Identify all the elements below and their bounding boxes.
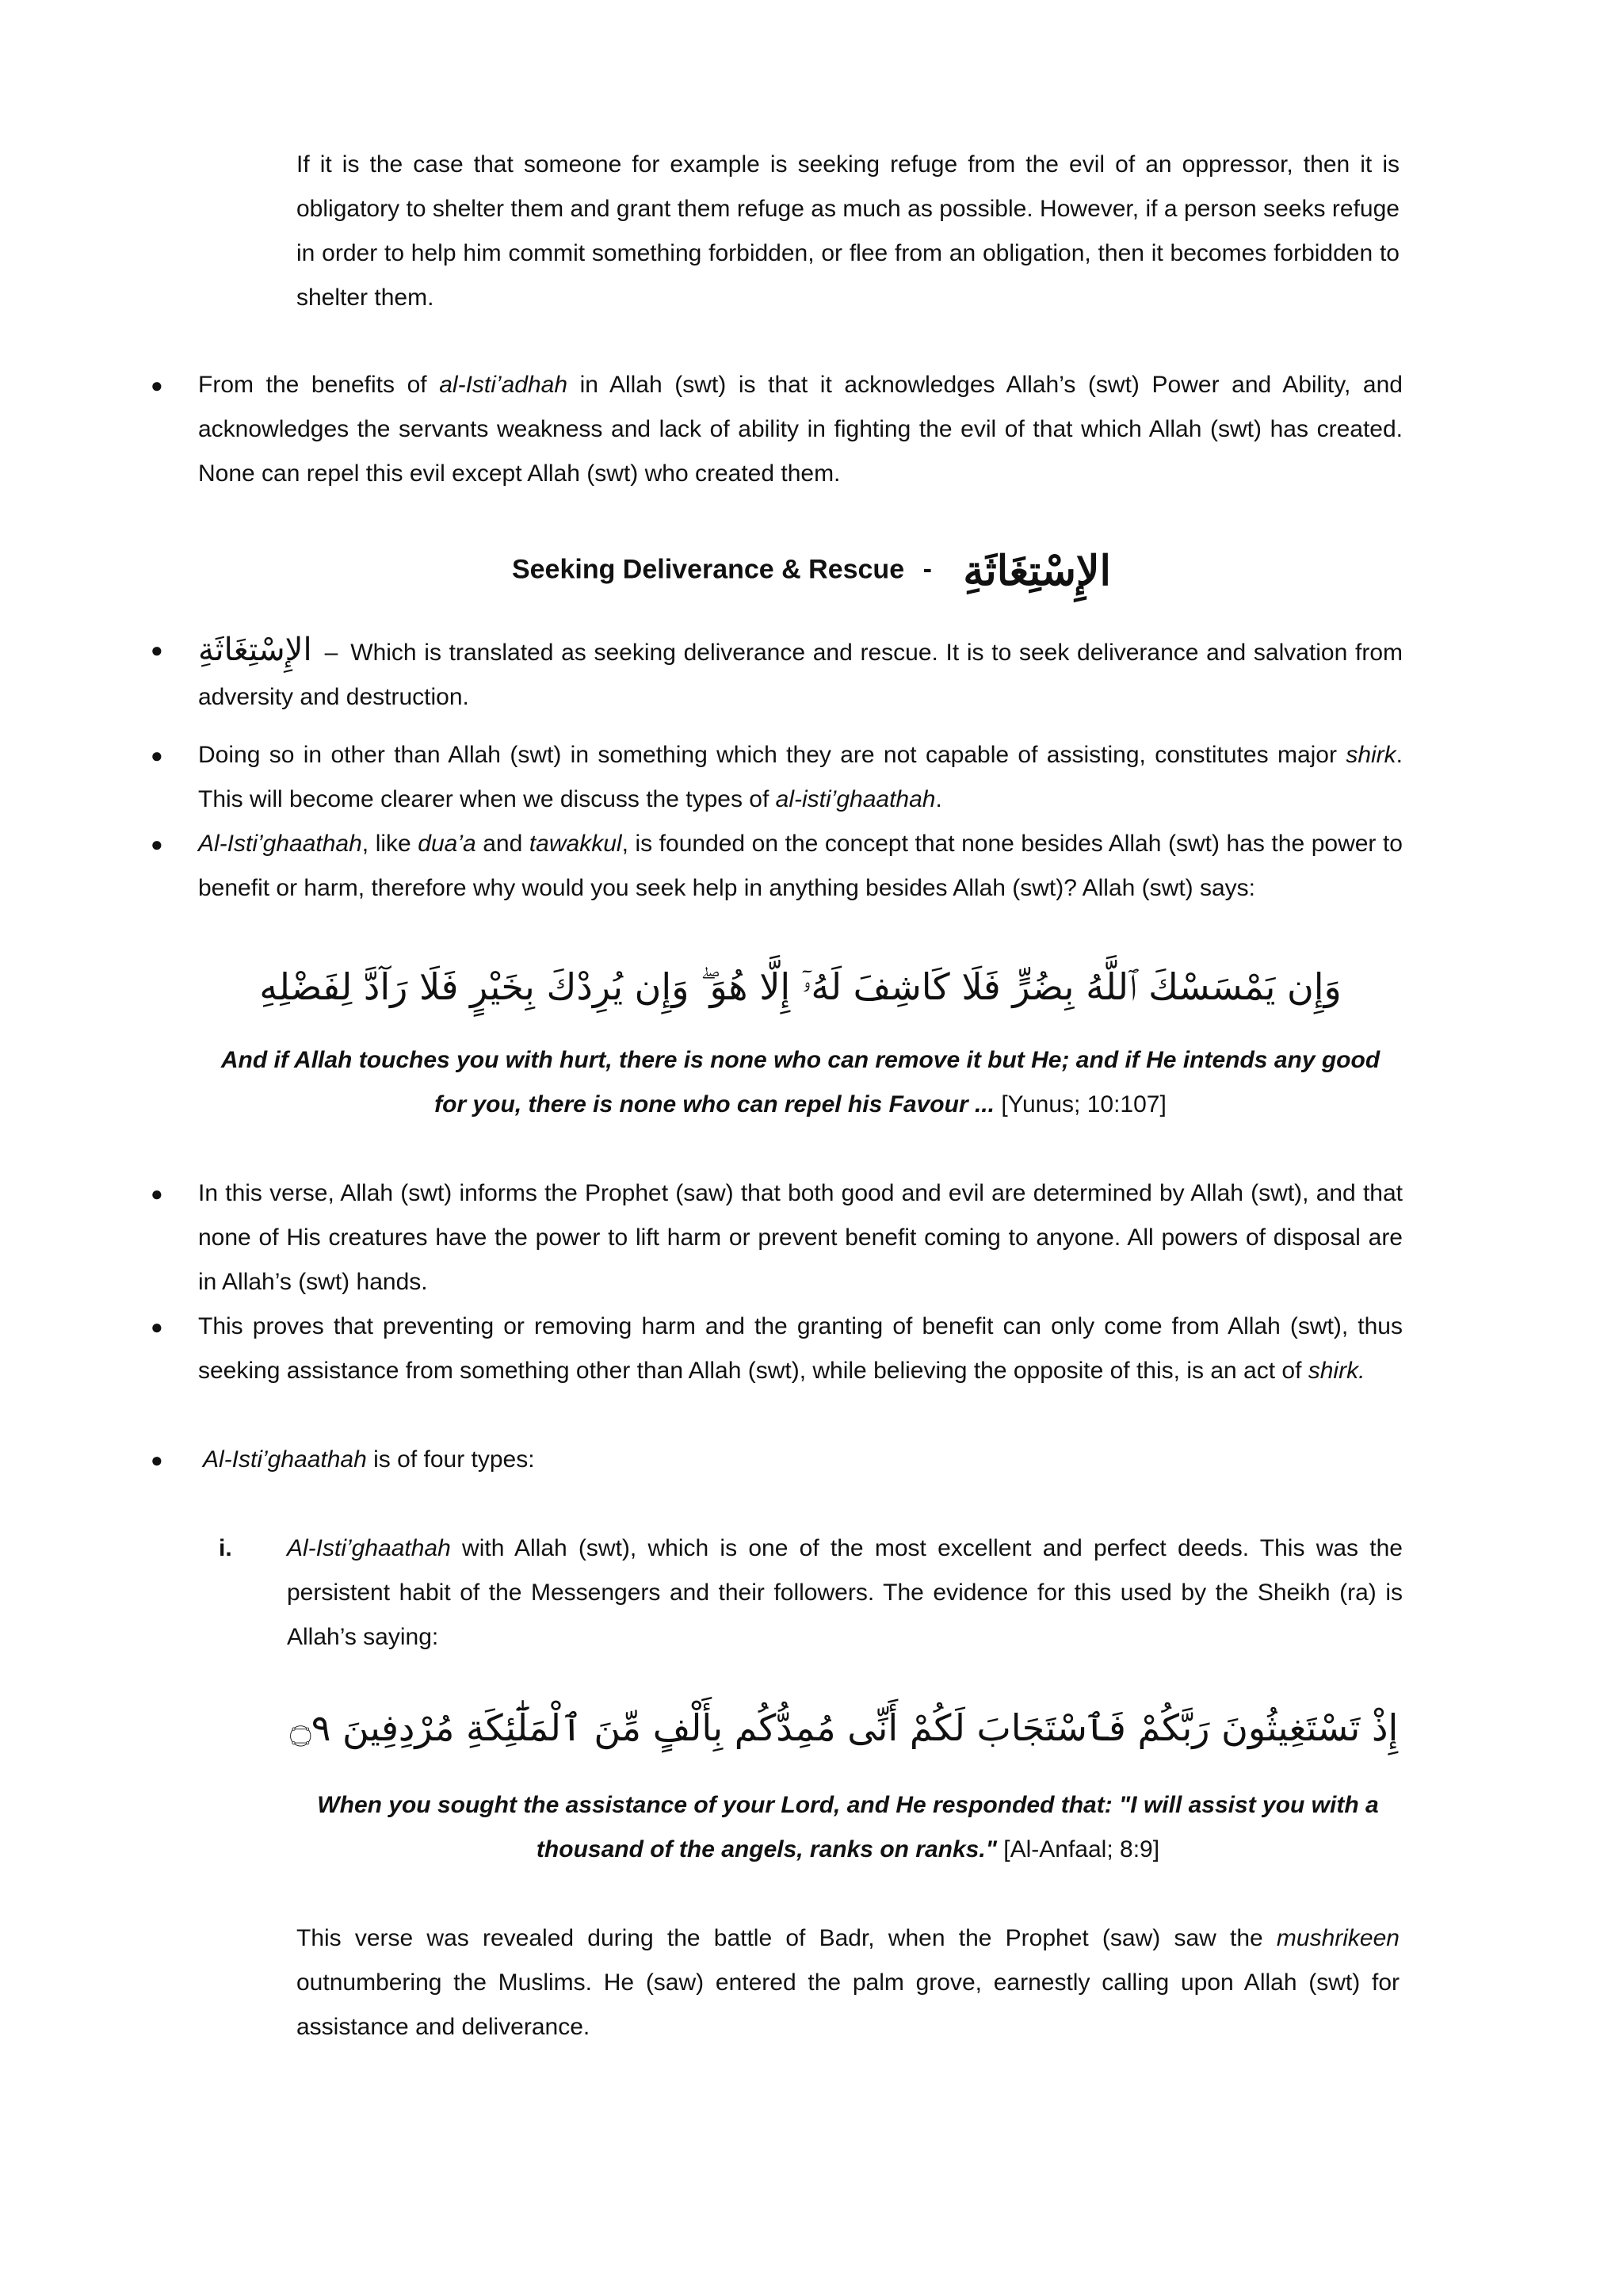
bullet-dot: [151, 733, 163, 777]
bullet-verse-explanation: In this verse, Allah (swt) informs the Prophet (saw) that both good and evil are determined by Allah (swt), and that none of His creatures have the power to lift harm or prevent benefit coming to anyone. All powers of disposal are in Allah’s (swt) hands.: [198, 1180, 1403, 1295]
bullet-founded-concept: Al-Isti’ghaathah, like dua’a and tawakkul, is founded on the concept that none besides Allah (swt) has the power to benefit or harm, therefore why would you seek help in anything besides Allah (swt)? Allah (swt) says:: [198, 831, 1403, 901]
bullet-dot: [151, 822, 163, 866]
verse-anfaal-reference: [Al-Anfaal; 8:9]: [1003, 1836, 1160, 1862]
bullet-dot: [151, 1171, 163, 1216]
bullet-major-shirk: Doing so in other than Allah (swt) in something which they are not capable of assisting, constitutes major shirk. This will become clearer when we discuss the types of al-isti’ghaathah.: [198, 742, 1403, 812]
verse-anfaal-translation: When you sought the assistance of your Lord, and He responded that: "I will assist you with a thousand of the angels, ranks on ranks." [Al-Anfaal; 8:9]: [317, 1792, 1379, 1862]
verse-yunus-arabic: وَإِن يَمْسَسْكَ ٱللَّهُ بِضُرٍّ فَلَا كَاشِفَ لَهُۥٓ إِلَّا هُوَ ۖ وَإِن يُرِدْكَ بِخَيْرٍ فَلَا رَآدَّ لِفَضْلِهِ: [259, 965, 1342, 1008]
bullet-benefits-istiadhah: From the benefits of al-Isti’adhah in Allah (swt) is that it acknowledges Allah’s (swt) Power and Ability, and acknowledges the servants weakness and lack of ability in fighting the evil of that which Allah (swt) has created. None can repel this evil except Allah (swt) who created them.: [198, 372, 1403, 487]
type-one-description: Al-Isti’ghaathah with Allah (swt), which is one of the most excellent and perfect deeds. This was the persistent habit of the Messengers and their followers. The evidence for this used by the Sheikh (ra) is Allah’s saying:: [287, 1535, 1403, 1650]
bullet-dot: [151, 1305, 163, 1349]
heading-arabic: الإِسْتِغَاثَةِ: [963, 547, 1112, 595]
section-heading: [0, 547, 1623, 595]
verse-anfaal-arabic: إِذْ تَسْتَغِيثُونَ رَبَّكُمْ فَٱسْتَجَابَ لَكُمْ أَنِّى مُمِدُّكُم بِأَلْفٍ مِّنَ ٱلْمَلَٰٓئِكَةِ مُرْدِفِينَ ۝٩: [289, 1706, 1399, 1749]
paragraph-battle-of-badr: This verse was revealed during the battle of Badr, when the Prophet (saw) saw the mushrikeen outnumbering the Muslims. He (saw) entered the palm grove, earnestly calling upon Allah (swt) for assistance and deliverance.: [296, 1925, 1400, 2040]
bullet-dot: [151, 363, 163, 407]
verse-yunus-reference: [Yunus; 10:107]: [1001, 1091, 1167, 1117]
bullet-proves: This proves that preventing or removing harm and the granting of benefit can only come from Allah (swt), thus seeking assistance from something other than Allah (swt), while believing the opposite of this, is an act of shirk.: [198, 1313, 1403, 1384]
paragraph-refuge-case: If it is the case that someone for example is seeking refuge from the evil of an oppressor, then it is obligatory to shelter them and grant them refuge as much as possible. However, if a person seeks refuge in order to help him commit something forbidden, or flee from an obligation, then it becomes forbidden to shelter them.: [296, 151, 1400, 311]
bullet-dot: [151, 628, 163, 672]
bullet-four-types: Al-Isti’ghaathah is of four types:: [203, 1446, 535, 1473]
list-numeral: i.: [219, 1535, 232, 1561]
heading-dash: -: [922, 554, 932, 585]
verse-yunus-translation: And if Allah touches you with hurt, there is none who can remove it but He; and if He intends any good for you, there is none who can repel his Favour ... [Yunus; 10:107]: [220, 1047, 1381, 1117]
heading-title: Seeking Deliverance & Rescue: [511, 554, 905, 585]
bullet-dot: [151, 1438, 163, 1482]
inline-arabic-term: الإِسْتِغَاثَةِ: [198, 632, 312, 668]
bullet-definition-istighaathah: الإِسْتِغَاثَةِ – Which is translated as seeking deliverance and rescue. It is to seek deliverance and salvation from adversity and destruction.: [198, 632, 1403, 710]
term-al-istiadhah: al-Isti’adhah: [439, 372, 568, 398]
